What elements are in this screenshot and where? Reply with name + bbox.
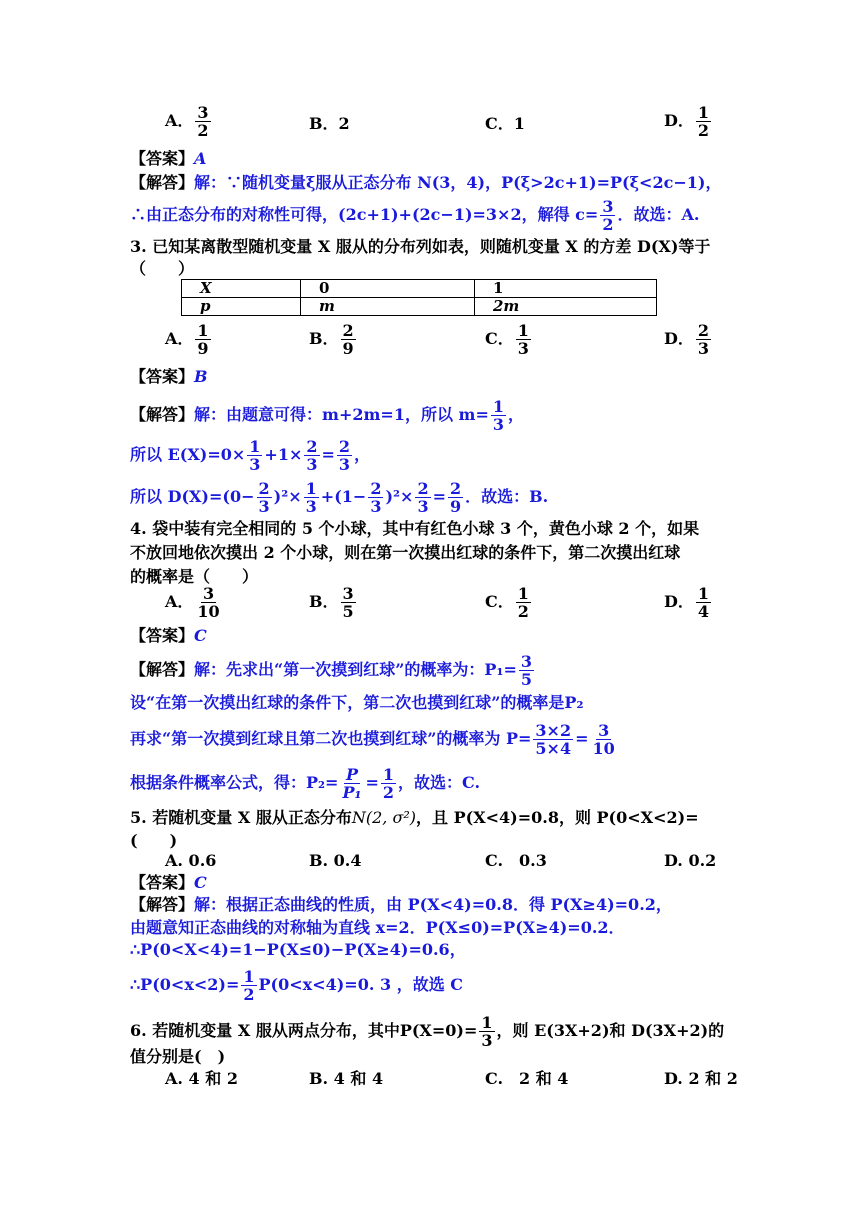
fraction	[491, 398, 506, 433]
q4-solution-line-3	[130, 722, 619, 757]
q3-solution-line-3	[130, 480, 548, 515]
fraction	[337, 438, 352, 473]
numerator: 1	[697, 103, 710, 122]
option-label: A．	[165, 592, 194, 611]
fraction	[381, 766, 396, 801]
answer-value: C	[194, 626, 207, 645]
q2-answer	[130, 148, 206, 170]
q2-option-d	[664, 104, 713, 139]
solution-text: ∴由正态分布的对称性可得，(2c+1)+(2c−1)=3×2，解得 c=	[130, 205, 599, 224]
option-label: B．	[309, 329, 339, 348]
q3-option-d	[664, 322, 713, 357]
q2-option-b: B．2	[309, 114, 350, 133]
q4-option-a	[165, 585, 224, 620]
answer-label: 【答案】	[130, 626, 195, 645]
q6-option-c: C. 2 和 4	[485, 1069, 569, 1088]
q5-solution-line-4	[130, 968, 463, 1003]
solution-label: 【解答】	[130, 660, 195, 679]
denominator: 3	[370, 497, 382, 516]
q6-stem-line-2: 值分别是( )	[130, 1047, 226, 1066]
numerator: 1	[492, 397, 505, 416]
solution-text: 根据条件概率公式，得：P₂=	[130, 773, 339, 792]
q3-solution-line-2	[130, 438, 370, 473]
q3-stem-line-2: （ ）	[130, 259, 195, 278]
solution-text: ，故选：C.	[398, 773, 481, 792]
option-label: C．	[485, 592, 514, 611]
denominator: 3	[338, 455, 351, 474]
fraction	[696, 104, 711, 139]
solution-label: 【解答】	[130, 173, 195, 192]
denominator: 3	[481, 1031, 493, 1050]
answer-label: 【答案】	[130, 873, 195, 892]
solution-text: =	[432, 487, 446, 506]
q3-option-b	[309, 322, 358, 357]
option-label: A．	[165, 329, 194, 348]
denominator: 9	[342, 339, 354, 358]
q5-option-a: A. 0.6	[165, 851, 217, 870]
solution-text: 解：先求出“第一次摸到红球”的概率为：P₁=	[194, 660, 517, 679]
denominator: 2	[697, 121, 710, 140]
table-cell: p	[182, 298, 301, 316]
fraction	[257, 480, 272, 515]
denominator: P₁	[342, 783, 362, 802]
denominator: 10	[592, 739, 615, 758]
fraction	[600, 198, 615, 233]
numerator: P	[345, 765, 358, 784]
denominator: 3	[258, 497, 270, 516]
q4-stem-line-1: 4. 袋中装有完全相同的 5 个小球，其中有红色小球 3 个，黄色小球 2 个，如果	[130, 519, 700, 538]
option-label: D．	[664, 329, 694, 348]
denominator: 3	[492, 415, 505, 434]
option-label: B．	[309, 592, 339, 611]
table-cell: 0	[301, 280, 475, 298]
solution-text: +1×	[264, 445, 303, 464]
q5-option-c: C. 0.3	[485, 851, 547, 870]
fraction	[195, 104, 210, 139]
numerator: 1	[481, 1013, 493, 1032]
q6-option-d: D. 2 和 2	[664, 1069, 738, 1088]
fraction	[304, 480, 319, 515]
numerator: 1	[382, 765, 395, 784]
solution-text: ，	[508, 405, 525, 424]
denominator: 2	[517, 602, 529, 621]
denominator: 9	[449, 497, 462, 516]
numerator: 3	[598, 721, 610, 740]
numerator: 1	[249, 437, 261, 456]
fraction	[448, 480, 463, 515]
numerator: 1	[305, 479, 317, 498]
denominator: 3	[697, 339, 710, 358]
numerator: 3	[202, 584, 215, 603]
answer-label: 【答案】	[130, 367, 195, 386]
solution-text: 解：∵随机变量ξ服从正态分布 N(3，4)，P(ξ>2c+1)=P(ξ<2c−1)，	[194, 173, 722, 192]
fraction	[341, 322, 356, 357]
q3-option-a	[165, 322, 213, 357]
q3-stem-line-1: 3. 已知某离散型随机变量 X 服从的分布列如表，则随机变量 X 的方差 D(X)等于	[130, 237, 711, 256]
denominator: 3	[517, 339, 529, 358]
fraction	[340, 766, 363, 801]
q4-solution-line-2: 设“在第一次摸出红球的条件下，第二次也摸到红球”的概率是P₂	[130, 693, 584, 712]
q3-solution-line-1	[130, 398, 524, 433]
normal-distribution-formula: N(2, σ²)	[351, 808, 417, 827]
denominator: 2	[197, 121, 209, 140]
solution-text: )²×	[385, 487, 414, 506]
q2-solution-line-1	[130, 172, 721, 194]
denominator: 2	[243, 985, 255, 1004]
fraction	[241, 968, 256, 1003]
fraction	[696, 585, 711, 620]
fraction	[519, 653, 534, 688]
denominator: 2	[382, 783, 395, 802]
q2-option-c: C．1	[485, 114, 525, 133]
fraction	[195, 585, 221, 620]
answer-label: 【答案】	[130, 149, 195, 168]
answer-value: C	[194, 873, 207, 892]
numerator: 2	[697, 321, 710, 340]
numerator: 2	[417, 479, 429, 498]
numerator: 1	[517, 584, 529, 603]
solution-text: 所以 E(X)=0×	[130, 445, 246, 464]
stem-text: ，且 P(X<4)=0.8，则 P(0<X<2)=	[416, 808, 699, 827]
solution-text: )²×	[273, 487, 302, 506]
denominator: 2	[602, 215, 614, 234]
fraction	[368, 480, 383, 515]
option-label: D．	[664, 111, 694, 130]
denominator: 4	[697, 602, 710, 621]
table-cell: 1	[475, 280, 657, 298]
q6-stem-line-1	[130, 1014, 724, 1049]
solution-text: +(1−	[320, 487, 367, 506]
numerator: 1	[697, 584, 710, 603]
numerator: 1	[243, 967, 255, 986]
numerator: 3	[520, 652, 533, 671]
q5-stem-line-1	[130, 807, 699, 829]
answer-value: B	[194, 367, 208, 386]
stem-text: ，则 E(3X+2)和 D(3X+2)的	[496, 1021, 725, 1040]
stem-text: 6. 若随机变量 X 服从两点分布，其中P(X=0)=	[130, 1021, 478, 1040]
numerator: 3	[602, 197, 614, 216]
q5-stem-line-2: ( )	[130, 831, 178, 850]
table-row	[182, 280, 657, 298]
numerator: 1	[197, 321, 209, 340]
numerator: 3×2	[535, 721, 572, 740]
distribution-table	[181, 279, 657, 316]
q4-stem-line-3: 的概率是（ ）	[130, 567, 259, 586]
solution-text: ．故选：B.	[465, 487, 549, 506]
solution-text: 再求“第一次摸到红球且第二次也摸到红球”的概率为 P=	[130, 729, 532, 748]
solution-text: ∴P(0<x<2)=	[130, 975, 240, 994]
solution-text: =	[575, 729, 589, 748]
numerator: 3	[197, 103, 209, 122]
numerator: 3	[342, 584, 354, 603]
q2-option-a	[165, 104, 213, 139]
numerator: 2	[370, 479, 382, 498]
q4-option-b	[309, 585, 358, 620]
q6-option-a: A. 4 和 2	[165, 1069, 238, 1088]
q5-solution-line-3: ∴P(0<X<4)=1−P(X≤0)−P(X≥4)=0.6，	[130, 940, 466, 959]
solution-text: P(0<x<4)=0. 3 ，故选 C	[258, 975, 463, 994]
q5-option-b: B. 0.4	[309, 851, 362, 870]
q5-answer	[130, 872, 207, 894]
solution-text: ．故选：A.	[617, 205, 700, 224]
fraction	[516, 585, 531, 620]
solution-text: ，	[354, 445, 371, 464]
solution-text: =	[365, 773, 379, 792]
denominator: 5	[342, 602, 354, 621]
denominator: 3	[306, 455, 318, 474]
q4-option-c	[485, 585, 533, 620]
fraction	[591, 722, 617, 757]
fraction	[533, 722, 573, 757]
fraction	[516, 322, 531, 357]
denominator: 9	[197, 339, 209, 358]
option-label: D．	[664, 592, 694, 611]
numerator: 2	[306, 437, 318, 456]
q2-solution-line-2	[130, 198, 699, 233]
denominator: 10	[197, 602, 220, 621]
denominator: 3	[305, 497, 317, 516]
fraction	[195, 322, 210, 357]
numerator: 2	[338, 437, 351, 456]
answer-value: A	[194, 149, 207, 168]
q4-option-d	[664, 585, 713, 620]
fraction	[696, 322, 711, 357]
solution-label: 【解答】	[130, 895, 195, 914]
numerator: 2	[342, 321, 354, 340]
q4-solution-line-4	[130, 766, 480, 801]
numerator: 1	[517, 321, 529, 340]
fraction	[479, 1014, 494, 1049]
solution-text: 解：根据正态曲线的性质，由 P(X<4)=0.8．得 P(X≥4)=0.2，	[194, 895, 672, 914]
fraction	[415, 480, 430, 515]
q3-answer	[130, 366, 208, 388]
q4-answer	[130, 625, 207, 647]
q4-stem-line-2: 不放回地依次摸出 2 个小球，则在第一次摸出红球的条件下，第二次摸出红球	[130, 543, 681, 562]
solution-text: 所以 D(X)=(0−	[130, 487, 255, 506]
q6-option-b: B. 4 和 4	[309, 1069, 384, 1088]
numerator: 2	[258, 479, 270, 498]
solution-text: 解：由题意可得：m+2m=1，所以 m=	[194, 405, 489, 424]
stem-text: 5. 若随机变量 X 服从正态分布	[130, 808, 352, 827]
q4-solution-line-1	[130, 653, 536, 688]
option-label: C．	[485, 329, 514, 348]
table-cell: m	[301, 298, 475, 316]
fraction	[341, 585, 356, 620]
solution-text: =	[321, 445, 335, 464]
table-cell: X	[182, 280, 301, 298]
q5-solution-line-2: 由题意知正态曲线的对称轴为直线 x=2．P(X≤0)=P(X≥4)=0.2．	[130, 918, 625, 937]
solution-label: 【解答】	[130, 405, 195, 424]
denominator: 5	[520, 670, 533, 689]
fraction	[247, 438, 262, 473]
denominator: 3	[417, 497, 429, 516]
option-label: A．	[165, 111, 194, 130]
numerator: 2	[449, 479, 462, 498]
table-cell: 2m	[475, 298, 657, 316]
table-row	[182, 298, 657, 316]
q3-option-c	[485, 322, 533, 357]
denominator: 3	[249, 455, 261, 474]
fraction	[304, 438, 319, 473]
q5-solution-line-1	[130, 894, 672, 916]
q5-option-d: D. 0.2	[664, 851, 717, 870]
denominator: 5×4	[535, 739, 572, 758]
